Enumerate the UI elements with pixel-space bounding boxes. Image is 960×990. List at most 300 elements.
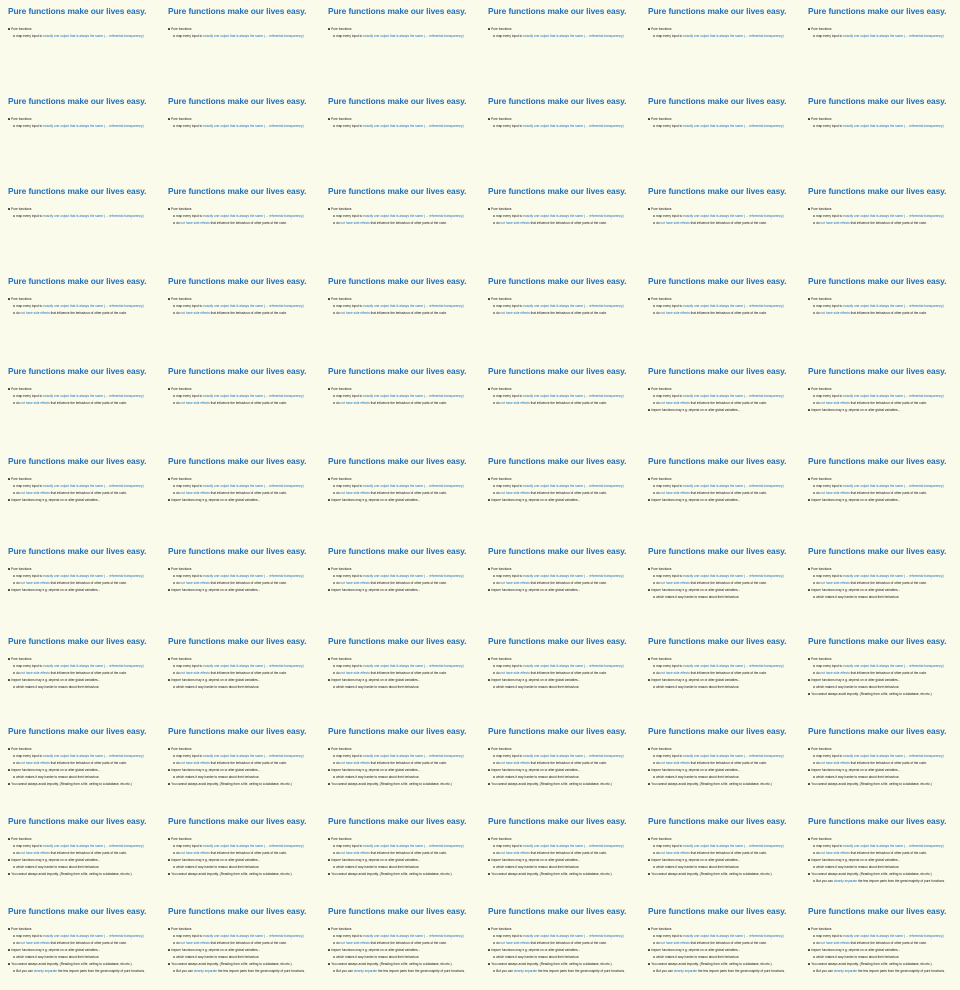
highlighted-text: not have side effects xyxy=(820,671,850,675)
slide-thumbnail[interactable] xyxy=(160,540,320,630)
slide-thumbnail[interactable] xyxy=(320,90,480,180)
slide-thumbnail[interactable] xyxy=(320,630,480,720)
bullet-dot-icon xyxy=(648,838,650,840)
sub-bullet-item xyxy=(488,123,640,130)
bullet-list xyxy=(168,296,320,317)
slide-thumbnail[interactable] xyxy=(800,540,960,630)
slide-title: Pure functions make our lives easy. xyxy=(808,816,947,826)
bullet-dot-icon xyxy=(493,485,495,487)
highlighted-text: exactly one output that is always the same (→ referential transparency) xyxy=(843,664,944,668)
highlighted-text: exactly one output that is always the same (→ referential transparency) xyxy=(363,664,464,668)
slide-thumbnail[interactable] xyxy=(0,630,160,720)
slide-thumbnail[interactable] xyxy=(160,90,320,180)
highlighted-text: exactly one output that is always the same (→ referential transparency) xyxy=(43,664,144,668)
sub-bullet-item xyxy=(328,663,480,670)
slide-thumbnail[interactable] xyxy=(800,0,960,90)
slide-thumbnail[interactable] xyxy=(640,540,800,630)
bullet-list xyxy=(808,206,960,227)
bullet-text: which makes it way harder to reason about their behaviour. xyxy=(16,685,100,689)
slide-thumbnail[interactable] xyxy=(480,180,640,270)
slide-title: Pure functions make our lives easy. xyxy=(648,6,787,16)
slide-thumbnail[interactable] xyxy=(640,270,800,360)
bullet-text: which makes it way harder to reason about their behaviour. xyxy=(16,775,100,779)
slide-thumbnail[interactable] xyxy=(640,450,800,540)
slide-thumbnail[interactable] xyxy=(160,450,320,540)
slide-thumbnail[interactable] xyxy=(0,90,160,180)
bullet-text: do xyxy=(16,941,21,945)
bullet-text: Pure functions xyxy=(331,837,352,841)
bullet-list xyxy=(168,26,320,40)
bullet-text: Pure functions xyxy=(171,837,192,841)
bullet-text: do xyxy=(176,581,181,585)
highlighted-text: not have side effects xyxy=(340,491,370,495)
bullet-dot-icon xyxy=(168,499,170,501)
slide-thumbnail[interactable] xyxy=(320,360,480,450)
bullet-dot-icon xyxy=(168,859,170,861)
bullet-text: Impure functions may e.g. depend on or alter global variables... xyxy=(811,588,901,592)
bullet-item xyxy=(808,497,960,504)
bullet-dot-icon xyxy=(488,783,490,785)
bullet-item xyxy=(8,677,160,684)
highlighted-text: not have side effects xyxy=(660,941,690,945)
slide-thumbnail[interactable] xyxy=(480,720,640,810)
bullet-dot-icon xyxy=(13,665,15,667)
bullet-text: Pure functions xyxy=(651,927,672,931)
slide-thumbnail[interactable] xyxy=(160,810,320,900)
slide-thumbnail[interactable] xyxy=(800,810,960,900)
slide-title: Pure functions make our lives easy. xyxy=(488,456,627,466)
bullet-text: map every input to xyxy=(176,754,204,758)
slide-thumbnail[interactable] xyxy=(480,900,640,990)
bullet-dot-icon xyxy=(8,208,10,210)
bullet-dot-icon xyxy=(328,679,330,681)
bullet-text: You cannot always avoid impurity. (Reading from a file, writing to a database, etc.etc.) xyxy=(11,962,132,966)
bullet-item xyxy=(808,296,960,303)
highlighted-text: not have side effects xyxy=(820,401,850,405)
bullet-dot-icon xyxy=(488,658,490,660)
sub-bullet-item xyxy=(808,33,960,40)
sub-bullet-item xyxy=(328,670,480,677)
slide-thumbnail[interactable] xyxy=(160,0,320,90)
bullet-dot-icon xyxy=(13,492,15,494)
slide-title: Pure functions make our lives easy. xyxy=(488,906,627,916)
bullet-text: which makes it way harder to reason about their behaviour. xyxy=(496,685,580,689)
bullet-dot-icon xyxy=(493,222,495,224)
highlighted-text: exactly one output that is always the same (→ referential transparency) xyxy=(843,214,944,218)
slide-title: Pure functions make our lives easy. xyxy=(648,276,787,286)
bullet-dot-icon xyxy=(808,589,810,591)
bullet-text: You cannot always avoid impurity. (Reading from a file, writing to a database, etc.etc.) xyxy=(811,782,932,786)
bullet-text: map every input to xyxy=(176,574,204,578)
highlighted-text: exactly one output that is always the same (→ referential transparency) xyxy=(523,484,624,488)
bullet-dot-icon xyxy=(173,402,175,404)
bullet-list xyxy=(808,26,960,40)
bullet-text: do xyxy=(336,761,341,765)
bullet-list xyxy=(328,656,480,691)
highlighted-text: not have side effects xyxy=(820,761,850,765)
slide-thumbnail[interactable] xyxy=(0,180,160,270)
bullet-dot-icon xyxy=(333,935,335,937)
slide-thumbnail[interactable] xyxy=(800,900,960,990)
bullet-text: Pure functions xyxy=(11,567,32,571)
bullet-text: map every input to xyxy=(336,664,364,668)
bullet-item xyxy=(808,871,960,878)
bullet-dot-icon xyxy=(648,388,650,390)
sub-bullet-item xyxy=(648,843,800,850)
bullet-text: Pure functions xyxy=(11,207,32,211)
sub-bullet-item xyxy=(328,864,480,871)
bullet-dot-icon xyxy=(493,582,495,584)
bullet-dot-icon xyxy=(168,783,170,785)
bullet-dot-icon xyxy=(173,215,175,217)
sub-bullet-item xyxy=(328,393,480,400)
slide-thumbnail[interactable] xyxy=(640,180,800,270)
slide-thumbnail[interactable] xyxy=(800,90,960,180)
bullet-text: Impure functions may e.g. depend on or alter global variables... xyxy=(811,948,901,952)
slide-title: Pure functions make our lives easy. xyxy=(168,276,307,286)
slide-thumbnail[interactable] xyxy=(480,630,640,720)
bullet-dot-icon xyxy=(813,305,815,307)
bullet-dot-icon xyxy=(168,963,170,965)
slide-thumbnail[interactable] xyxy=(800,450,960,540)
bullet-text: that influence the behaviour of other parts of the code. xyxy=(209,221,287,225)
bullet-item xyxy=(8,961,160,968)
bullet-item xyxy=(488,961,640,968)
slide-title: Pure functions make our lives easy. xyxy=(488,186,627,196)
slide-title: Pure functions make our lives easy. xyxy=(808,96,947,106)
bullet-text: map every input to xyxy=(16,124,44,128)
bullet-text: map every input to xyxy=(16,214,44,218)
bullet-text: do xyxy=(656,221,661,225)
bullet-dot-icon xyxy=(813,402,815,404)
slide-thumbnail[interactable] xyxy=(320,180,480,270)
bullet-text: Pure functions xyxy=(491,747,512,751)
bullet-text: do xyxy=(816,851,821,855)
bullet-text: do xyxy=(16,671,21,675)
sub-bullet-item xyxy=(488,670,640,677)
bullet-list xyxy=(808,116,960,130)
bullet-dot-icon xyxy=(808,949,810,951)
bullet-text: do xyxy=(656,671,661,675)
highlighted-text: exactly one output that is always the same (→ referential transparency) xyxy=(203,484,304,488)
bullet-text: which makes it way harder to reason about their behaviour. xyxy=(656,595,740,599)
bullet-text: Pure functions xyxy=(811,657,832,661)
highlighted-text: exactly one output that is always the same (→ referential transparency) xyxy=(363,844,464,848)
slide-thumbnail[interactable] xyxy=(160,360,320,450)
slide-title: Pure functions make our lives easy. xyxy=(648,906,787,916)
bullet-text: Impure functions may e.g. depend on or alter global variables... xyxy=(491,768,581,772)
bullet-list xyxy=(168,746,320,788)
bullet-text: But you can xyxy=(16,969,34,973)
slide-thumbnail[interactable] xyxy=(800,720,960,810)
bullet-text: do xyxy=(656,401,661,405)
highlighted-text: not have side effects xyxy=(660,491,690,495)
bullet-text: do xyxy=(16,491,21,495)
slide-thumbnail[interactable] xyxy=(160,630,320,720)
bullet-item xyxy=(328,26,480,33)
slide-thumbnail[interactable] xyxy=(480,810,640,900)
bullet-text: do xyxy=(816,401,821,405)
bullet-item xyxy=(8,926,160,933)
bullet-dot-icon xyxy=(493,305,495,307)
bullet-text: map every input to xyxy=(816,754,844,758)
bullet-text: that influence the behaviour of other parts of the code. xyxy=(689,311,767,315)
highlighted-text: exactly one output that is always the same (→ referential transparency) xyxy=(523,304,624,308)
slide-thumbnail[interactable] xyxy=(800,630,960,720)
slide-title: Pure functions make our lives easy. xyxy=(488,636,627,646)
bullet-text: that influence the behaviour of other parts of the code. xyxy=(209,401,287,405)
bullet-text: Pure functions xyxy=(171,477,192,481)
bullet-text: map every input to xyxy=(176,484,204,488)
bullet-text: map every input to xyxy=(656,664,684,668)
bullet-dot-icon xyxy=(493,776,495,778)
bullet-item xyxy=(488,386,640,393)
bullet-item xyxy=(168,587,320,594)
slide-title: Pure functions make our lives easy. xyxy=(8,456,147,466)
bullet-text: which makes it way harder to reason about their behaviour. xyxy=(336,955,420,959)
bullet-dot-icon xyxy=(173,866,175,868)
slide-thumbnail[interactable] xyxy=(320,810,480,900)
highlighted-text: exactly one output that is always the same (→ referential transparency) xyxy=(43,34,144,38)
slide-title: Pure functions make our lives easy. xyxy=(488,96,627,106)
bullet-text: Pure functions xyxy=(651,207,672,211)
highlighted-text: exactly one output that is always the same (→ referential transparency) xyxy=(363,934,464,938)
highlighted-text: not have side effects xyxy=(660,851,690,855)
bullet-text: which makes it way harder to reason about their behaviour. xyxy=(816,955,900,959)
bullet-text: map every input to xyxy=(336,484,364,488)
bullet-item xyxy=(168,386,320,393)
bullet-dot-icon xyxy=(493,755,495,757)
bullet-dot-icon xyxy=(173,942,175,944)
slide-thumbnail[interactable] xyxy=(320,540,480,630)
bullet-dot-icon xyxy=(168,949,170,951)
slide-thumbnail[interactable] xyxy=(320,0,480,90)
bullet-text: Impure functions may e.g. depend on or alter global variables... xyxy=(491,948,581,952)
bullet-dot-icon xyxy=(173,125,175,127)
bullet-text: do xyxy=(816,221,821,225)
bullet-item xyxy=(168,497,320,504)
slide-thumbnail[interactable] xyxy=(320,450,480,540)
slide-thumbnail[interactable] xyxy=(800,270,960,360)
slide-thumbnail[interactable] xyxy=(0,450,160,540)
bullet-text: map every input to xyxy=(496,844,524,848)
bullet-text: that influence the behaviour of other parts of the code. xyxy=(849,581,927,585)
bullet-dot-icon xyxy=(328,478,330,480)
bullet-dot-icon xyxy=(168,928,170,930)
slide-title: Pure functions make our lives easy. xyxy=(328,906,467,916)
bullet-dot-icon xyxy=(813,942,815,944)
bullet-dot-icon xyxy=(653,485,655,487)
bullet-text: Pure functions xyxy=(651,567,672,571)
bullet-list xyxy=(328,116,480,130)
bullet-dot-icon xyxy=(648,499,650,501)
bullet-item xyxy=(808,836,960,843)
bullet-dot-icon xyxy=(8,658,10,660)
bullet-text: Impure functions may e.g. depend on or alter global variables... xyxy=(651,678,741,682)
bullet-item xyxy=(8,116,160,123)
bullet-dot-icon xyxy=(648,748,650,750)
slide-thumbnail[interactable] xyxy=(640,630,800,720)
slide-thumbnail[interactable] xyxy=(800,360,960,450)
slide-thumbnail[interactable] xyxy=(0,900,160,990)
slide-thumbnail[interactable] xyxy=(640,0,800,90)
sub-bullet-item xyxy=(168,490,320,497)
bullet-dot-icon xyxy=(333,492,335,494)
bullet-text: map every input to xyxy=(816,844,844,848)
bullet-text: But you can xyxy=(176,969,194,973)
bullet-dot-icon xyxy=(13,852,15,854)
slide-thumbnail[interactable] xyxy=(480,0,640,90)
bullet-text: do xyxy=(496,671,501,675)
bullet-text: the few impure parts from the great majority of pure functions. xyxy=(857,969,945,973)
bullet-list xyxy=(328,836,480,878)
sub-bullet-item xyxy=(808,393,960,400)
sub-bullet-item xyxy=(168,850,320,857)
bullet-dot-icon xyxy=(493,672,495,674)
bullet-item xyxy=(808,116,960,123)
bullet-dot-icon xyxy=(333,866,335,868)
slide-title: Pure functions make our lives easy. xyxy=(648,726,787,736)
bullet-text: map every input to xyxy=(176,304,204,308)
slide-thumbnail[interactable] xyxy=(640,90,800,180)
bullet-dot-icon xyxy=(333,395,335,397)
bullet-text: You cannot always avoid impurity. (Reading from a file, writing to a database, etc.etc.) xyxy=(11,782,132,786)
bullet-text: Pure functions xyxy=(331,117,352,121)
bullet-text: do xyxy=(336,941,341,945)
sub-bullet-item xyxy=(648,663,800,670)
sub-bullet-item xyxy=(168,684,320,691)
slide-thumbnail[interactable] xyxy=(480,360,640,450)
bullet-text: Pure functions xyxy=(651,387,672,391)
bullet-dot-icon xyxy=(653,395,655,397)
bullet-list xyxy=(8,746,160,788)
slide-thumbnail[interactable] xyxy=(640,360,800,450)
bullet-text: Impure functions may e.g. depend on or alter global variables... xyxy=(491,858,581,862)
sub-bullet-item xyxy=(488,220,640,227)
bullet-list xyxy=(8,386,160,407)
highlighted-text: not have side effects xyxy=(820,941,850,945)
bullet-list xyxy=(328,476,480,504)
bullet-item xyxy=(648,206,800,213)
bullet-dot-icon xyxy=(8,769,10,771)
bullet-item xyxy=(488,566,640,573)
bullet-text: that influence the behaviour of other parts of the code. xyxy=(49,581,127,585)
slide-thumbnail[interactable] xyxy=(320,270,480,360)
slide-thumbnail[interactable] xyxy=(0,540,160,630)
slide-thumbnail[interactable] xyxy=(320,900,480,990)
bullet-list xyxy=(808,476,960,504)
sub-bullet-item xyxy=(808,940,960,947)
bullet-dot-icon xyxy=(13,935,15,937)
bullet-text: Pure functions xyxy=(331,477,352,481)
bullet-dot-icon xyxy=(333,845,335,847)
bullet-text: Impure functions may e.g. depend on or alter global variables... xyxy=(491,588,581,592)
sub-bullet-item xyxy=(8,774,160,781)
slide-title: Pure functions make our lives easy. xyxy=(8,6,147,16)
bullet-dot-icon xyxy=(8,783,10,785)
bullet-list xyxy=(648,656,800,691)
highlighted-text: exactly one output that is always the same (→ referential transparency) xyxy=(43,124,144,128)
bullet-list xyxy=(488,206,640,227)
slide-thumbnail[interactable] xyxy=(160,900,320,990)
bullet-text: Pure functions xyxy=(651,27,672,31)
slide-thumbnail[interactable] xyxy=(0,720,160,810)
bullet-list xyxy=(648,476,800,504)
bullet-dot-icon xyxy=(328,859,330,861)
slide-thumbnail[interactable] xyxy=(800,180,960,270)
highlighted-text: exactly one output that is always the same (→ referential transparency) xyxy=(43,214,144,218)
bullet-list xyxy=(648,836,800,878)
sub-bullet-item xyxy=(648,864,800,871)
sub-bullet-item xyxy=(168,400,320,407)
bullet-text: which makes it way harder to reason about their behaviour. xyxy=(816,685,900,689)
bullet-text: map every input to xyxy=(656,844,684,848)
slide-thumbnail[interactable] xyxy=(0,810,160,900)
bullet-dot-icon xyxy=(8,478,10,480)
bullet-item xyxy=(488,857,640,864)
bullet-text: You cannot always avoid impurity. (Reading from a file, writing to a database, etc.etc.) xyxy=(331,962,452,966)
bullet-dot-icon xyxy=(648,928,650,930)
bullet-text: map every input to xyxy=(656,754,684,758)
slide-thumbnail[interactable] xyxy=(0,0,160,90)
bullet-dot-icon xyxy=(648,658,650,660)
slide-thumbnail[interactable] xyxy=(480,540,640,630)
bullet-text: map every input to xyxy=(336,934,364,938)
slide-thumbnail[interactable] xyxy=(480,450,640,540)
highlighted-text: cleanly separate xyxy=(353,969,378,973)
bullet-dot-icon xyxy=(813,672,815,674)
sub-bullet-item xyxy=(168,968,320,975)
bullet-text: do xyxy=(176,851,181,855)
bullet-text: You cannot always avoid impurity. (Reading from a file, writing to a database, etc.etc.) xyxy=(171,782,292,786)
slide-thumbnail[interactable] xyxy=(640,720,800,810)
bullet-item xyxy=(328,926,480,933)
slide-thumbnail[interactable] xyxy=(160,180,320,270)
slide-thumbnail[interactable] xyxy=(0,270,160,360)
highlighted-text: cleanly separate xyxy=(833,969,858,973)
bullet-dot-icon xyxy=(13,312,15,314)
bullet-list xyxy=(648,926,800,975)
bullet-dot-icon xyxy=(493,665,495,667)
slide-thumbnail[interactable] xyxy=(0,360,160,450)
slide-title: Pure functions make our lives easy. xyxy=(328,726,467,736)
bullet-item xyxy=(808,947,960,954)
sub-bullet-item xyxy=(8,670,160,677)
sub-bullet-item xyxy=(648,760,800,767)
bullet-text: Impure functions may e.g. depend on or alter global variables... xyxy=(491,498,581,502)
bullet-dot-icon xyxy=(808,783,810,785)
bullet-text: that influence the behaviour of other parts of the code. xyxy=(49,491,127,495)
sub-bullet-item xyxy=(808,483,960,490)
sub-bullet-item xyxy=(168,940,320,947)
slide-thumbnail[interactable] xyxy=(640,810,800,900)
bullet-text: Pure functions xyxy=(11,297,32,301)
bullet-dot-icon xyxy=(328,118,330,120)
bullet-dot-icon xyxy=(653,596,655,598)
slide-thumbnail[interactable] xyxy=(160,270,320,360)
bullet-dot-icon xyxy=(653,215,655,217)
slide-thumbnail[interactable] xyxy=(640,900,800,990)
slide-thumbnail[interactable] xyxy=(320,720,480,810)
bullet-dot-icon xyxy=(493,125,495,127)
bullet-dot-icon xyxy=(808,769,810,771)
bullet-dot-icon xyxy=(333,956,335,958)
slide-thumbnail[interactable] xyxy=(160,720,320,810)
bullet-text: do xyxy=(656,581,661,585)
sub-bullet-item xyxy=(328,774,480,781)
slide-thumbnail[interactable] xyxy=(480,270,640,360)
slide-thumbnail[interactable] xyxy=(480,90,640,180)
